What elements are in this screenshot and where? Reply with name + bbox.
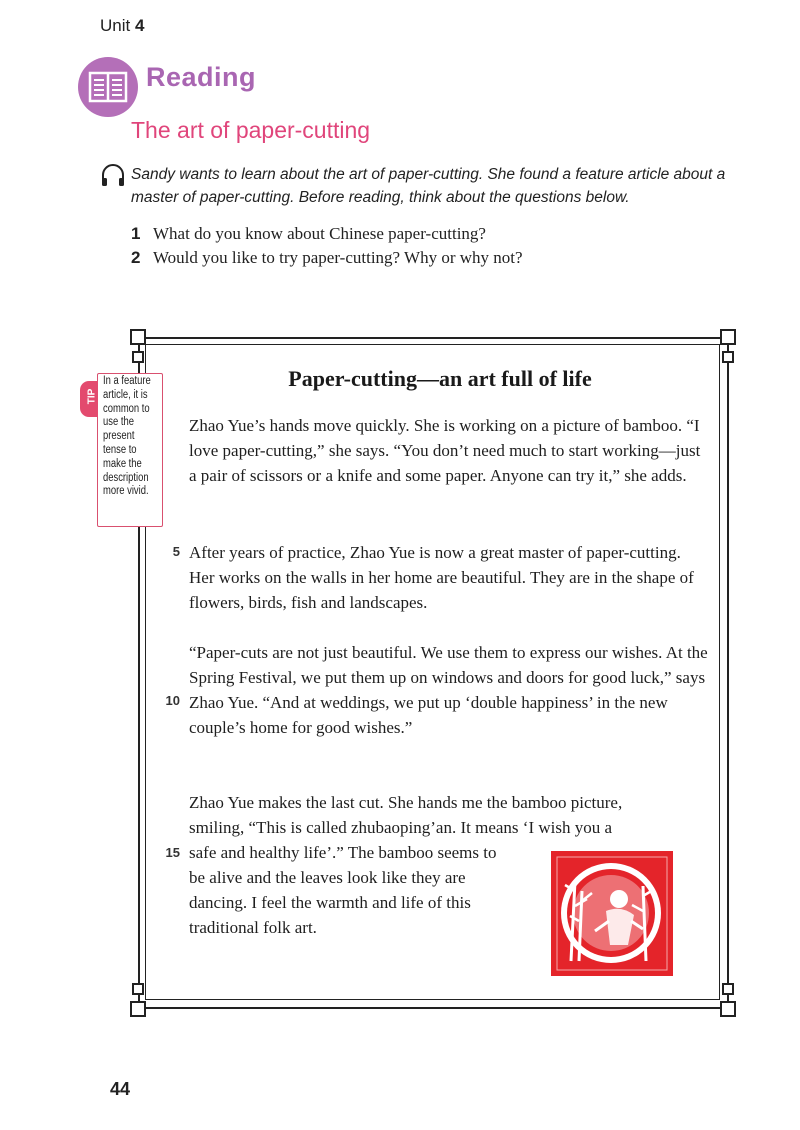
frame-corner bbox=[722, 351, 734, 363]
unit-label bbox=[100, 16, 144, 36]
frame-corner bbox=[720, 329, 736, 345]
paper-cut-image bbox=[551, 851, 673, 976]
article-paragraph: Zhao Yue makes the last cut. She hands me the bamboo picture, smiling, “This is called zhubaoping’an. It means ‘I wish you a bbox=[189, 793, 623, 837]
article-paragraph: safe and healthy life’.” The bamboo seems to be alive and the leaves look like they are dancing. I feel the warmth and life of this traditional folk art. bbox=[189, 843, 497, 937]
question-text: What do you know about Chinese paper-cutting? bbox=[153, 224, 486, 243]
unit-number: 4 bbox=[134, 16, 145, 35]
frame-corner bbox=[132, 983, 144, 995]
article-paragraph: “Paper-cuts are not just beautiful. We use them to express our wishes. At the Spring Festival, we put them up on windows and doors for good luck,” says Zhao Yue. “And at weddings, we put up ‘double happiness’ in the new couple’s home for good wishes.” bbox=[189, 643, 708, 737]
tip-text: In a feature article, it is common to use the present tense to make the description more vivid. bbox=[103, 375, 151, 498]
page-number: 44 bbox=[110, 1079, 131, 1099]
frame-corner bbox=[720, 1001, 736, 1017]
frame-corner bbox=[130, 1001, 146, 1017]
section-title: Reading bbox=[146, 62, 257, 92]
headphone-icon[interactable] bbox=[100, 163, 126, 194]
page-subtitle: The art of paper-cutting bbox=[131, 117, 371, 143]
question-number: 2 bbox=[131, 248, 141, 267]
intro-text: Sandy wants to learn about the art of paper-cutting. She found a feature article about a master of paper-cutting. Before reading, think about the questions below. bbox=[131, 166, 726, 206]
article-paragraph: After years of practice, Zhao Yue is now a great master of paper-cutting. Her works on the walls in her home are beautiful. They are in the shape of flowers, birds, fish and landscapes. bbox=[189, 543, 694, 612]
article-paragraph: Zhao Yue’s hands move quickly. She is working on a picture of bamboo. “I love paper-cutting,” she says. “You don’t need much to start working—just a pair of scissors or a knife and some paper. Anyone can try it,” she adds. bbox=[189, 416, 701, 485]
line-number: 15 bbox=[165, 845, 180, 860]
frame-corner bbox=[722, 983, 734, 995]
frame-corner bbox=[132, 351, 144, 363]
line-number: 10 bbox=[165, 693, 180, 708]
line-number: 5 bbox=[172, 544, 180, 559]
frame-corner bbox=[130, 329, 146, 345]
tip-tag: TIP bbox=[80, 381, 98, 417]
book-icon bbox=[78, 57, 138, 117]
question-2 bbox=[131, 246, 523, 270]
question-1 bbox=[131, 222, 486, 246]
question-text: Would you like to try paper-cutting? Why or why not? bbox=[153, 248, 523, 267]
question-number: 1 bbox=[131, 224, 141, 243]
unit-prefix: Unit bbox=[100, 16, 131, 35]
article-title: Paper-cutting—an art full of life bbox=[288, 366, 592, 391]
